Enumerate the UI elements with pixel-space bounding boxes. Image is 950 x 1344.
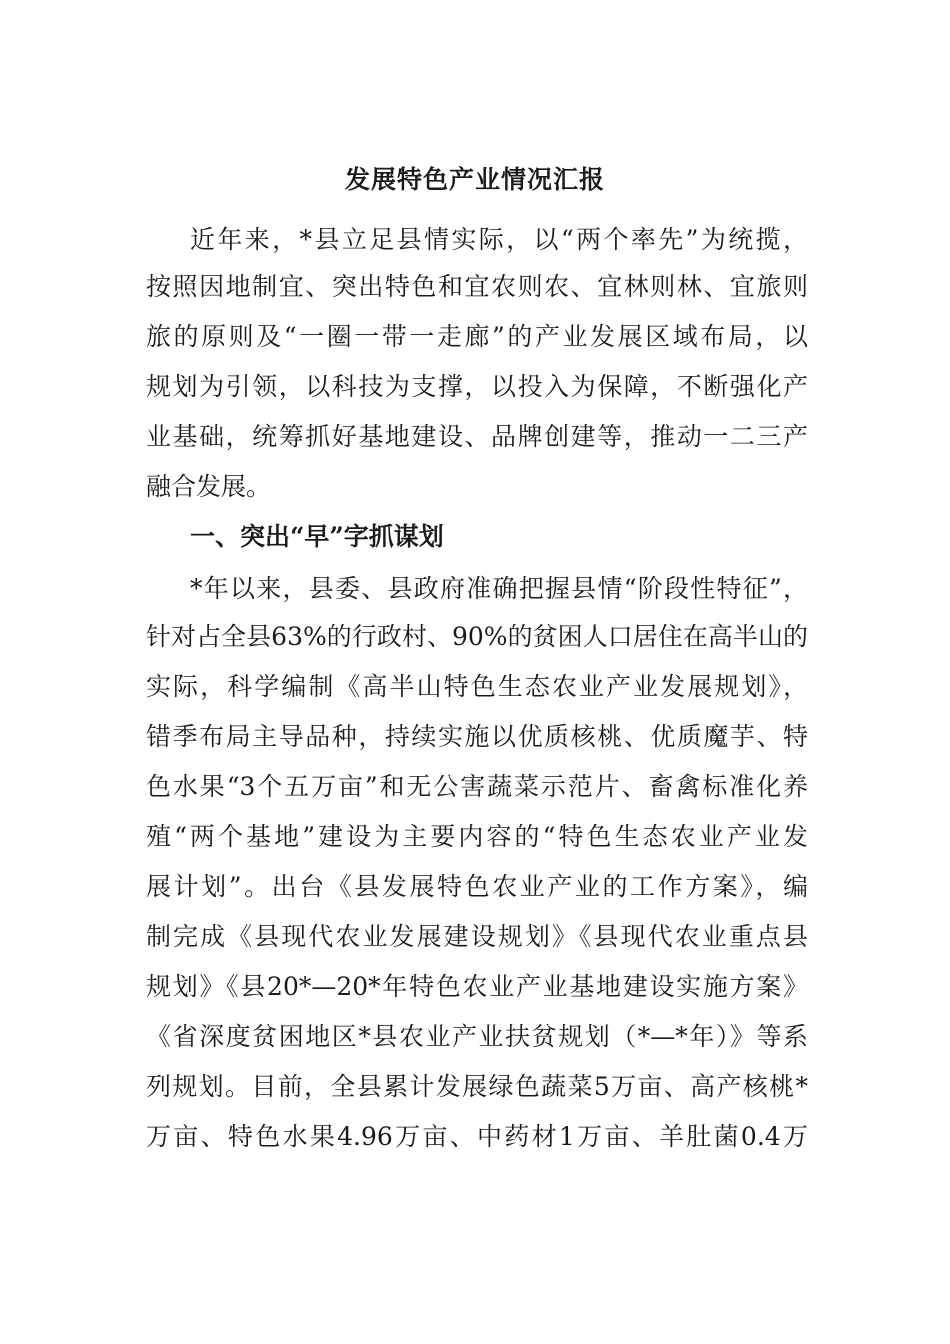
section-line-4: 错季布局主导品种，持续实施以优质核桃、优质魔芋、特 [146,722,808,751]
intro-line-6: 融合发展。 [146,472,272,501]
section-line-11: 列规划。目前，全县累计发展绿色蔬菜5万亩、高产核桃* [146,1072,808,1101]
intro-line-4: 规划为引领，以科技为支撑，以投入为保障，不断强化产 [146,372,808,401]
section-line-6: 殖“两个基地”建设为主要内容的“特色生态农业产业发 [146,822,808,851]
section-line-2: 针对占全县63%的行政村、90%的贫困人口居住在高半山的 [146,622,808,651]
section-line-7: 展计划”。出台《县发展特色农业产业的工作方案》，编 [146,872,808,901]
section-line-8: 制完成《县现代农业发展建设规划》《县现代农业重点县 [146,922,808,951]
section-line-5: 色水果“3个五万亩”和无公害蔬菜示范片、畜禽标准化养 [146,772,808,801]
section-heading: 一、突出“早”字抓谋划 [190,522,444,551]
section-line-10: 《省深度贫困地区*县农业产业扶贫规划（*—*年）》等系 [146,1022,808,1051]
section-line-9: 规划》《县20*—20*年特色农业产业基地建设实施方案》 [146,972,808,1001]
section-line-3: 实际，科学编制《高半山特色生态农业产业发展规划》， [146,672,808,701]
intro-line-3: 旅的原则及“一圈一带一走廊”的产业发展区域布局，以 [146,322,808,351]
intro-line-1: 近年来，*县立足县情实际，以“两个率先”为统揽， [190,225,808,254]
section-line-1: *年以来，县委、县政府准确把握县情“阶段性特征”， [190,574,808,603]
section-line-12: 万亩、特色水果4.96万亩、中药材1万亩、羊肚菌0.4万 [146,1122,808,1151]
intro-line-2: 按照因地制宜、突出特色和宜农则农、宜林则林、宜旅则 [146,272,808,301]
document-title: 发展特色产业情况汇报 [344,165,605,194]
intro-line-5: 业基础，统筹抓好基地建设、品牌创建等，推动一二三产 [146,422,808,451]
